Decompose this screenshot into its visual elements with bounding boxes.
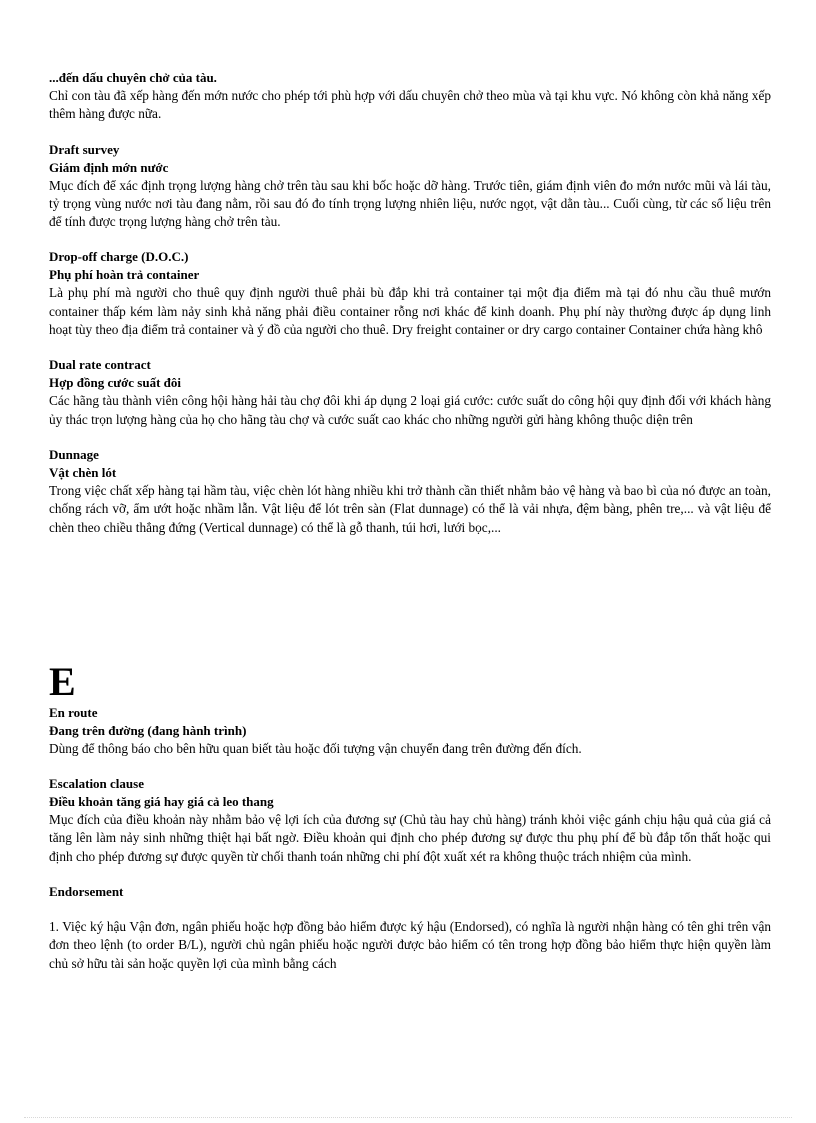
entry-translation: Điều khoản tăng giá hay giá cả leo thang	[49, 794, 274, 810]
glossary-entry	[49, 446, 771, 537]
glossary-entry	[49, 775, 771, 866]
entry-body: Là phụ phí mà người cho thuê quy định người thuê phải bù đắp khi trả container tại một địa điểm mà tại đó nhu cầu thuê mướn container thấp kém làm nảy sinh khả năng phải điều container rỗng nơi khác để kinh doanh. Phụ phí này thường được áp dụng linh hoạt tùy theo địa điểm trả container và ý đồ của người cho thuê. Dry freight container or dry cargo container Container chứa hàng khô	[49, 285, 771, 338]
glossary-entry	[49, 248, 771, 339]
entry-body: Các hãng tàu thành viên công hội hàng hải tàu chợ đôi khi áp dụng 2 loại giá cước: cước suất do công hội quy định đối với khách hàng ủy thác trọn lượng hàng của họ cho hãng tàu chợ và cước suất cao khác cho những người gửi hàng không thuộc diện trên	[49, 393, 771, 427]
spacer	[49, 554, 771, 660]
entry-translation: Giám định mớn nước	[49, 159, 169, 175]
entry-term: ...đến dấu chuyên chở của tàu.	[49, 70, 217, 85]
entry-body: Dùng để thông báo cho bên hữu quan biết tàu hoặc đối tượng vận chuyển đang trên đường đến đích.	[49, 740, 582, 756]
glossary-entry	[49, 69, 771, 124]
document-page	[49, 69, 771, 990]
entry-term: Dual rate contract	[49, 357, 151, 373]
entry-term: Draft survey	[49, 141, 120, 157]
entry-term: En route	[49, 704, 98, 720]
glossary-entry	[49, 141, 771, 232]
entry-term: Endorsement	[49, 884, 124, 900]
entry-translation: Đang trên đường (đang hành trình)	[49, 722, 247, 738]
entry-translation: Phụ phí hoàn trả container	[49, 267, 200, 283]
entry-term: Escalation clause	[49, 776, 144, 792]
glossary-entry	[49, 704, 771, 758]
entry-body: Mục đích để xác định trọng lượng hàng chở trên tàu sau khi bốc hoặc dỡ hàng. Trước tiên, giám định viên đo mớn nước mũi và lái tàu, tỷ trọng vùng nước nơi tàu đang nằm, rồi sau đó đo tính trọng lượng nhiên liệu, nước ngọt, vật dằn tàu... Cuối cùng, từ các số liệu trên để tính được trọng lượng hàng chở trên tàu.	[49, 177, 771, 230]
page-bottom-border	[24, 1117, 792, 1118]
glossary-entry	[49, 356, 771, 429]
entry-body: 1. Việc ký hậu Vận đơn, ngân phiếu hoặc hợp đồng bảo hiểm được ký hậu (Endorsed), có nghĩa là người nhận hàng có tên ghi trên vận đơn theo lệnh (to order B/L), người chủ ngân phiếu hoặc người được bảo hiểm có tên trong hợp đồng bảo hiểm thực hiện quyền làm chủ sở hữu tài sản hoặc quyền lợi của mình bằng cách	[49, 919, 771, 971]
glossary-entry	[49, 883, 771, 973]
section-letter: E	[49, 658, 76, 704]
entry-translation: Hợp đồng cước suất đôi	[49, 375, 181, 391]
entry-term: Dunnage	[49, 446, 99, 462]
entry-translation: Vật chèn lót	[49, 464, 117, 480]
entry-term: Drop-off charge (D.O.C.)	[49, 249, 189, 265]
entry-body: Trong việc chất xếp hàng tại hầm tàu, việc chèn lót hàng nhiều khi trở thành cần thiết nhằm bảo vệ hàng và bao bì của nó được an toàn, chống rách vỡ, ẩm ướt hoặc nhầm lẫn. Vật liệu để lót trên sàn (Flat dunnage) có thể là vải nhựa, đệm bàng, phên tre,... và vật liệu để chèn theo chiều thẳng đứng (Vertical dunnage) có thể là gỗ thanh, túi hơi, lưới bọc,...	[49, 482, 771, 535]
entry-body: Mục đích của điều khoản này nhằm bảo vệ lợi ích của đương sự (Chủ tàu hay chủ hàng) tránh khỏi việc gánh chịu hậu quả của giá cả tăng lên làm nảy sinh những thiệt hại bất ngờ. Điều khoản qui định cho phép đương sự được thu phụ phí để bù đắp tổn thất hoặc qui định cho phép đương sự được quyền từ chối thanh toán những chi phí đột xuất xét ra không thuộc trách nhiệm của mình.	[49, 812, 771, 864]
entry-body: Chỉ con tàu đã xếp hàng đến mớn nước cho phép tới phù hợp với dấu chuyên chở theo mùa và tại khu vực. Nó không còn khả năng xếp thêm hàng được nữa.	[49, 88, 771, 122]
